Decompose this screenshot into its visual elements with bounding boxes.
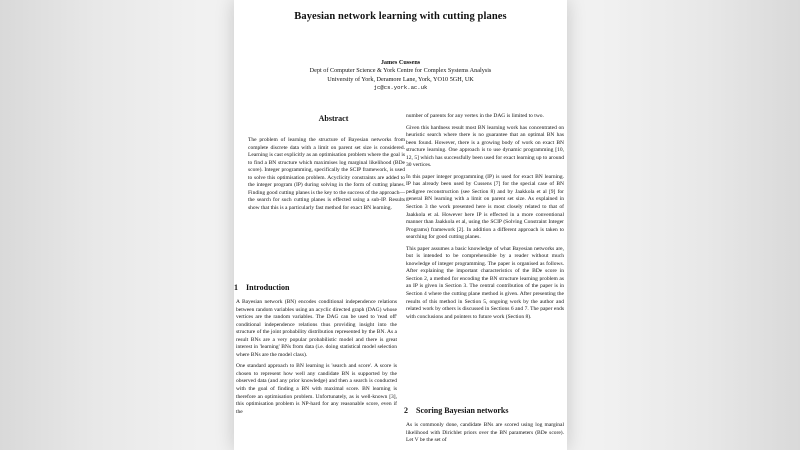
- author-affiliation-line-1: Dept of Computer Science & York Centre for Complex Systems Analysis: [309, 67, 492, 75]
- author-email: jc@cs.york.ac.uk: [373, 84, 428, 92]
- section-2-heading: 2 Scoring Bayesian networks: [404, 406, 509, 415]
- intro-paragraph-2: One standard approach to BN learning is 'search and score'. A score is chosen to represent how well any candidate BN is supported by the observed data (and any prior knowledge) and then a search is conducted with the goal of finding a BN with maximal score. BN learning is therefore an optimisation problem. Unfortunately, as is well-known [3], this optimisation problem is NP-hard for any reasonable score, even if the: [236, 363, 397, 415]
- author-affiliation-line-2: University of York, Deramore Lane, York, YO10 5GH, UK: [327, 75, 474, 83]
- right-paragraph-2: Given this hardness result most BN learning work has concentrated on heuristic search where there is no guarantee that an optimal BN has been found. However, there is a growing body of work on exact BN structure learning. One approach is to use dynamic programming [10, 12, 5] which has successfully been used for exact learning up to around 30 vertices.: [406, 124, 564, 169]
- right-column-body: [406, 113, 564, 325]
- author-name: James Cussens: [380, 59, 421, 66]
- author-block: [234, 59, 567, 93]
- right-paragraph-4: This paper assumes a basic knowledge of what Bayesian networks are, but is intended to be comprehensible by a reader without much knowledge of integer programming. The paper is organised as follows. After explaining the important characteristics of the BDe score in Section 2, a method for encoding the BN structure learning problem as an IP is given in Section 3. The central contribution of the paper is in Section 4 where the cutting plane method is given. After presenting the results of this method in Section 5, ongoing work by the author and related work by others is discussed in Sections 6 and 7. The paper ends with conclusions and pointers to future work (Section 8).: [406, 245, 564, 320]
- paper-page: [234, 0, 567, 450]
- abstract-text: The problem of learning the structure of Bayesian networks from complete discrete data with a limit on parent set size is considered. Learning is cast explicitly as an optimisation problem where the goal is to find a BN structure which maximises log marginal likelihood (BDe score). Integer programming, specifically the SCIP framework, is used to solve this optimisation problem. Acyclicity constraints are added to the integer program (IP) during solving in the form of cutting planes. Finding good cutting planes is the key to the success of the approach—the search for such cutting planes is effected using a sub-IP. Results show that this is a particularly fast method for exact BN learning.: [248, 137, 405, 211]
- section-2-body: [406, 422, 564, 449]
- right-paragraph-3: In this paper integer programming (IP) is used for exact BN learning. IP has already been used by Cussens [7] for the special case of BN pedigree reconstruction (see Section 8) and by Jaakkola et al [9] for general BN learning with a limit on parent set size. As explained in Section 3 the work presented here is most closely related to that of Jaakkola et al. However here IP is effected in a more conventional manner than Jaakkola et al, using the SCIP (Solving Constraint Integer Programs) framework [2]. In addition a different approach is taken to searching for good cutting planes.: [406, 173, 564, 241]
- abstract-heading: Abstract: [318, 114, 349, 123]
- right-paragraph-1: number of parents for any vertex in the DAG is limited to two.: [406, 113, 544, 119]
- scoring-paragraph: As is commonly done, candidate BNs are scored using log marginal likelihood with Dirichlet priors over the BN parameters (BDe score). Let V be the set of: [406, 422, 564, 444]
- section-1-body: [236, 299, 397, 420]
- section-1-heading: 1 Introduction: [234, 283, 290, 292]
- paper-title: Bayesian network learning with cutting planes: [294, 11, 507, 22]
- intro-paragraph-1: A Bayesian network (BN) encodes conditional independence relations between random variables using an acyclic directed graph (DAG) whose vertices are the random variables. The DAG can be used to 'read off' conditional independence relations thus providing insight into the structure of the joint probability distribution represented by the BN. As a result BNs are a very popular probabilistic model and there is great interest in 'learning' BNs from data (i.e. doing statistical model selection where BNs are the model class).: [236, 299, 397, 358]
